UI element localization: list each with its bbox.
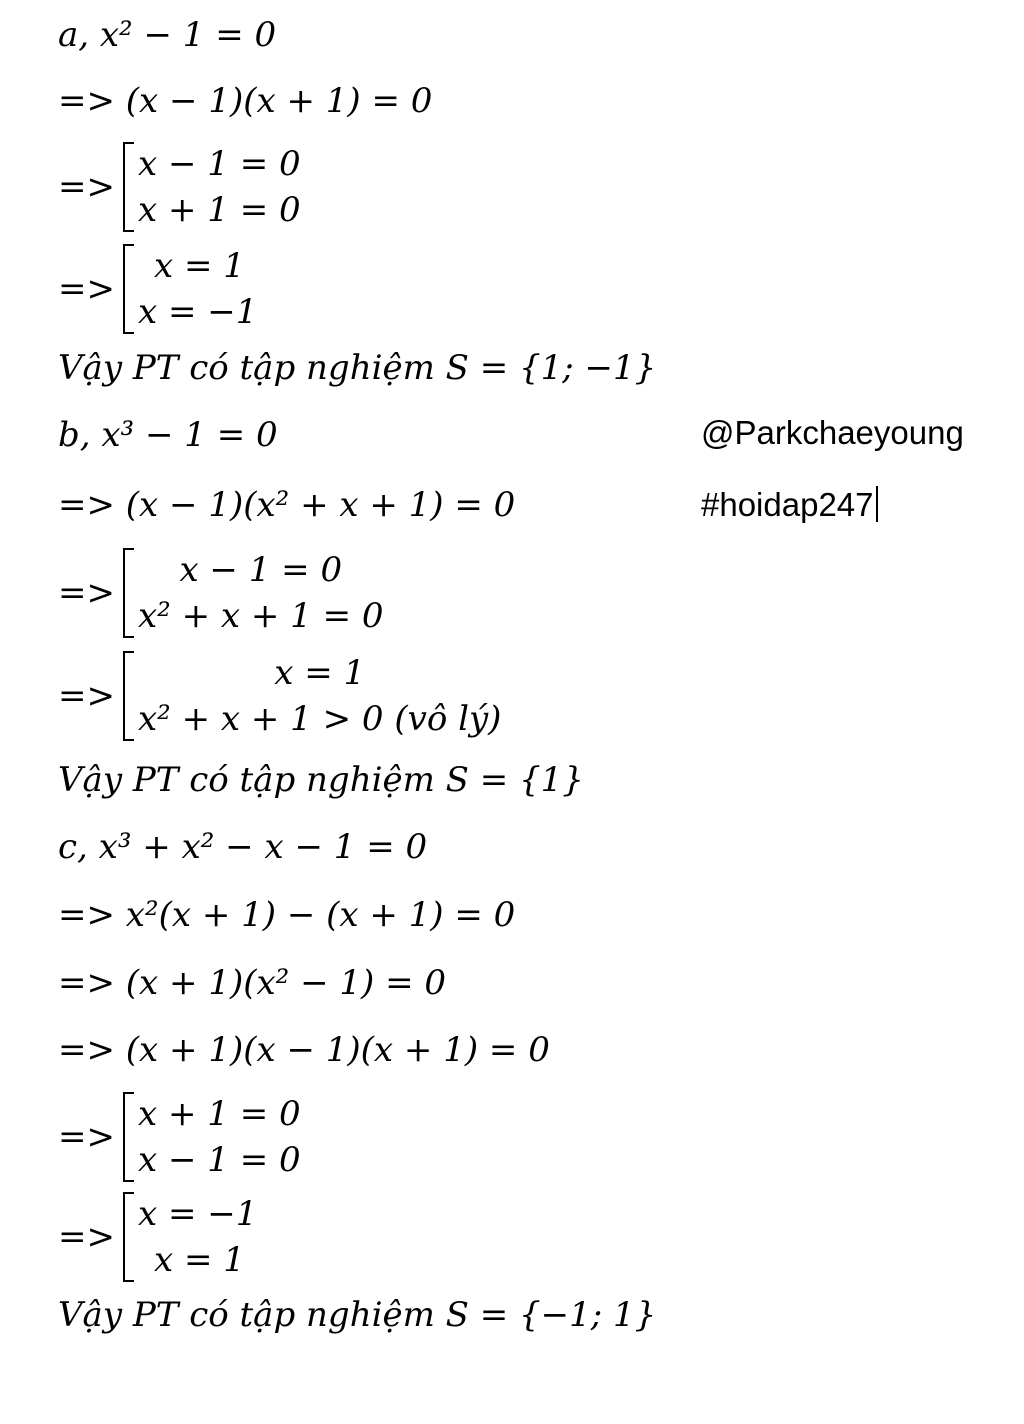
part-c-system-1 bbox=[58, 1091, 301, 1183]
part-c-equation: c, x³ + x² − x − 1 = 0 bbox=[58, 827, 428, 867]
system-row: x + 1 = 0 bbox=[137, 190, 301, 230]
part-b-system-2 bbox=[58, 650, 501, 742]
part-b-step-factor: => (x − 1)(x² + x + 1) = 0 bbox=[58, 485, 516, 525]
left-bracket bbox=[123, 142, 134, 232]
part-c-conclusion: Vậy PT có tập nghiệm S = {−1; 1} bbox=[58, 1295, 657, 1335]
system-row: x − 1 = 0 bbox=[137, 1140, 301, 1180]
system-row: x² + x + 1 = 0 bbox=[137, 596, 384, 636]
part-a-step-factor: => (x − 1)(x + 1) = 0 bbox=[58, 81, 433, 121]
system-row: x² + x + 1 > 0 (vô lý) bbox=[137, 699, 502, 739]
author-handle: @Parkchaeyoung bbox=[701, 414, 964, 451]
system-row: x = 1 bbox=[274, 653, 366, 693]
system-row: x − 1 = 0 bbox=[137, 144, 301, 184]
system-row: x + 1 = 0 bbox=[137, 1094, 301, 1134]
hashtag-note[interactable] bbox=[701, 486, 878, 522]
left-bracket bbox=[123, 1192, 134, 1282]
system-row: x = −1 bbox=[137, 1194, 258, 1234]
system-row: x = 1 bbox=[153, 246, 245, 286]
part-a-system-2 bbox=[58, 243, 257, 335]
part-a-equation: a, x² − 1 = 0 bbox=[58, 15, 277, 55]
part-a-system-1 bbox=[58, 141, 301, 233]
left-bracket bbox=[123, 244, 134, 334]
part-b-system-1 bbox=[58, 547, 384, 639]
text-cursor bbox=[876, 486, 878, 522]
part-c-step-full-factor: => (x + 1)(x − 1)(x + 1) = 0 bbox=[58, 1030, 550, 1070]
implies-arrow: => bbox=[58, 269, 115, 309]
implies-arrow: => bbox=[58, 1217, 115, 1257]
part-b-conclusion: Vậy PT có tập nghiệm S = {1} bbox=[58, 760, 584, 800]
part-c-step-factor: => (x + 1)(x² − 1) = 0 bbox=[58, 963, 447, 1003]
left-bracket bbox=[123, 651, 134, 741]
implies-arrow: => bbox=[58, 1117, 115, 1157]
left-bracket bbox=[123, 1092, 134, 1182]
implies-arrow: => bbox=[58, 167, 115, 207]
implies-arrow: => bbox=[58, 676, 115, 716]
left-bracket bbox=[123, 548, 134, 638]
part-a-conclusion: Vậy PT có tập nghiệm S = {1; −1} bbox=[58, 348, 657, 388]
part-b-equation: b, x³ − 1 = 0 bbox=[58, 415, 278, 455]
part-c-step-group: => x²(x + 1) − (x + 1) = 0 bbox=[58, 895, 516, 935]
implies-arrow: => bbox=[58, 573, 115, 613]
system-row: x = −1 bbox=[137, 292, 258, 332]
system-row: x = 1 bbox=[153, 1240, 245, 1280]
system-row: x − 1 = 0 bbox=[179, 550, 343, 590]
hashtag-text: #hoidap247 bbox=[701, 486, 874, 523]
part-c-system-2 bbox=[58, 1191, 257, 1283]
